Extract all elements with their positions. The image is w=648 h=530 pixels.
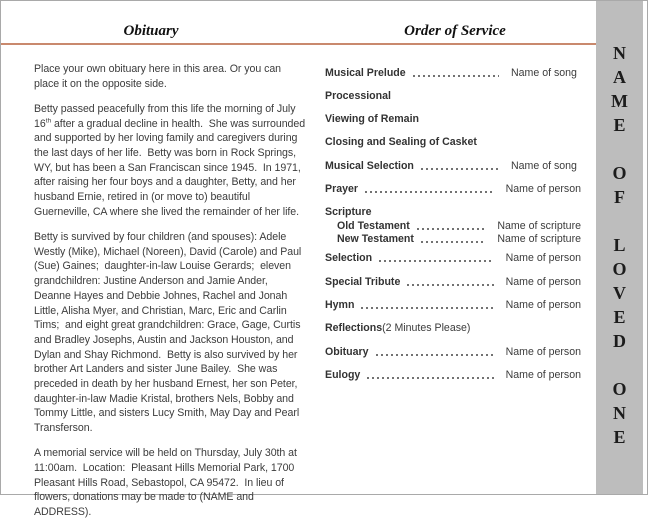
- banner-letter: A: [613, 67, 626, 87]
- order-item-label: Scripture: [325, 206, 372, 219]
- dotted-leader: [417, 228, 486, 230]
- order-item-label: Processional: [325, 89, 391, 102]
- dotted-leader: [421, 168, 499, 170]
- order-of-service-row: [325, 112, 581, 127]
- order-item-label: Viewing of Remain: [325, 113, 419, 126]
- dotted-leader: [367, 377, 493, 379]
- order-item-value: Name of person: [505, 182, 581, 195]
- obituary-title: Obituary: [123, 23, 179, 39]
- dotted-leader: [407, 284, 493, 286]
- order-of-service-row: [325, 88, 581, 103]
- order-item-label: Prayer: [325, 182, 358, 195]
- order-of-service-row: [325, 344, 581, 359]
- order-item-value: Name of scripture: [497, 220, 581, 233]
- banner-letter: D: [613, 331, 626, 351]
- order-of-service-row: [325, 232, 581, 245]
- dotted-leader: [421, 241, 485, 243]
- order-item-value: Name of person: [505, 345, 581, 358]
- order-of-service-row: [325, 65, 581, 80]
- order-of-service-row: [325, 205, 581, 220]
- banner-letter: L: [613, 235, 626, 255]
- order-of-service-row: [325, 135, 581, 150]
- order-item-label: Musical Prelude: [325, 66, 406, 79]
- order-of-service-list: [325, 65, 581, 391]
- order-of-service-row: [325, 220, 581, 233]
- order-of-service-row: [325, 274, 581, 289]
- order-of-service-row: [325, 367, 581, 382]
- order-item-value: Name of person: [505, 368, 581, 381]
- order-item-value: Name of scripture: [497, 232, 581, 245]
- order-item-label: Old Testament: [337, 220, 410, 233]
- order-item-label: Selection: [325, 252, 373, 265]
- obituary-paragraph: Betty is survived by four children (and spouses): Adele Westly (Mike), Michael (Noreen), David (Carole) and Paul (Sue) Gaines; daughter-in-law Louise Gerards; eleven grandchildren: Justine Anderson and Jamie Ander, Deanne Hayes and Debbie Johnes, Rachel and Jonah Little, Alisha Myer, and Christian, Marc, Eric and Carlin Tims; and eight great grandchildren: Grace, Gage, Curtis and Bradley Josephs, Austin and Jackson Houston, and Dylan and Shay Richmond. Betty is also survived by her brother Art Landers and sister June Bailey. She was preceded in death by her husband Ernest, her son Peter, daughter-in-law Madie Kristal, brothers Nels, Bobby and Tommy Little, and sisters Lucy Smith, May Day and Pearl Transferson.: [34, 231, 305, 435]
- order-item-value: Name of person: [505, 299, 581, 312]
- order-item-note: (2 Minutes Please): [382, 322, 471, 335]
- order-of-service-row: [325, 251, 581, 266]
- order-item-label: Special Tribute: [325, 275, 401, 288]
- order-of-service-row: [325, 321, 581, 336]
- banner-letter: E: [613, 427, 626, 447]
- order-item-value: Name of person: [505, 252, 581, 265]
- order-item-label: Reflections: [325, 322, 383, 335]
- order-of-service-row: [325, 298, 581, 313]
- order-item-value: Name of song: [511, 66, 577, 79]
- dotted-leader: [361, 307, 493, 309]
- header-divider-line: [1, 43, 596, 45]
- obituary-paragraph: A memorial service will be held on Thursday, July 30th at 11:00am. Location: Pleasant Hills Memorial Park, 1700 Pleasant Hills Road, Sebastopol, CA 95472. In lieu of flowers, donations may be made to (NAME and ADDRESS).: [34, 447, 300, 519]
- dotted-leader: [376, 354, 494, 356]
- order-item-label: Hymn: [325, 299, 355, 312]
- dotted-leader: [365, 191, 494, 193]
- banner-letter: N: [613, 403, 626, 423]
- order-item-label: Closing and Sealing of Casket: [325, 136, 477, 149]
- dotted-leader: [413, 75, 499, 77]
- order-item-label: Eulogy: [325, 368, 361, 381]
- order-of-service-row: [325, 181, 581, 196]
- banner-letter: O: [612, 379, 627, 399]
- side-banner: [596, 1, 643, 494]
- obituary-text: [34, 62, 306, 530]
- order-item-label: Musical Selection: [325, 159, 414, 172]
- banner-word: [596, 377, 643, 449]
- banner-letter: E: [613, 115, 626, 135]
- banner-letter: E: [613, 307, 626, 327]
- banner-letter: V: [613, 283, 626, 303]
- order-item-value: Name of song: [511, 159, 577, 172]
- order-item-value: Name of person: [505, 275, 581, 288]
- banner-letter: M: [611, 91, 628, 111]
- banner-letter: O: [612, 163, 627, 183]
- banner-word: [596, 233, 643, 353]
- obituary-paragraph: Place your own obituary here in this area. Or you can place it on the opposite side.: [34, 63, 284, 90]
- order-item-label: Obituary: [325, 345, 369, 358]
- obituary-paragraph: Betty passed peacefully from this life the morning of July 16th after a gradual decline in health. She was surrounded and supported by her loving family and caregivers during the last days of her life. Betty was born in Rock Springs, WY, but has been a San Franciscan since 1945. In 1971, after raising her four boys and a daughter, Betty, and her husband Ernie, retired in (or move to) beautiful Guerneville, CA where she lived the remainder of her life.: [34, 102, 308, 218]
- banner-letter: F: [614, 187, 625, 207]
- order-of-service-title: Order of Service: [404, 23, 506, 39]
- order-item-label: New Testament: [337, 232, 414, 245]
- order-of-service-row: [325, 158, 581, 173]
- banner-word: [596, 161, 643, 209]
- dotted-leader: [379, 260, 494, 262]
- banner-word: [596, 41, 643, 137]
- banner-letter: O: [612, 259, 627, 279]
- banner-letter: N: [613, 43, 626, 63]
